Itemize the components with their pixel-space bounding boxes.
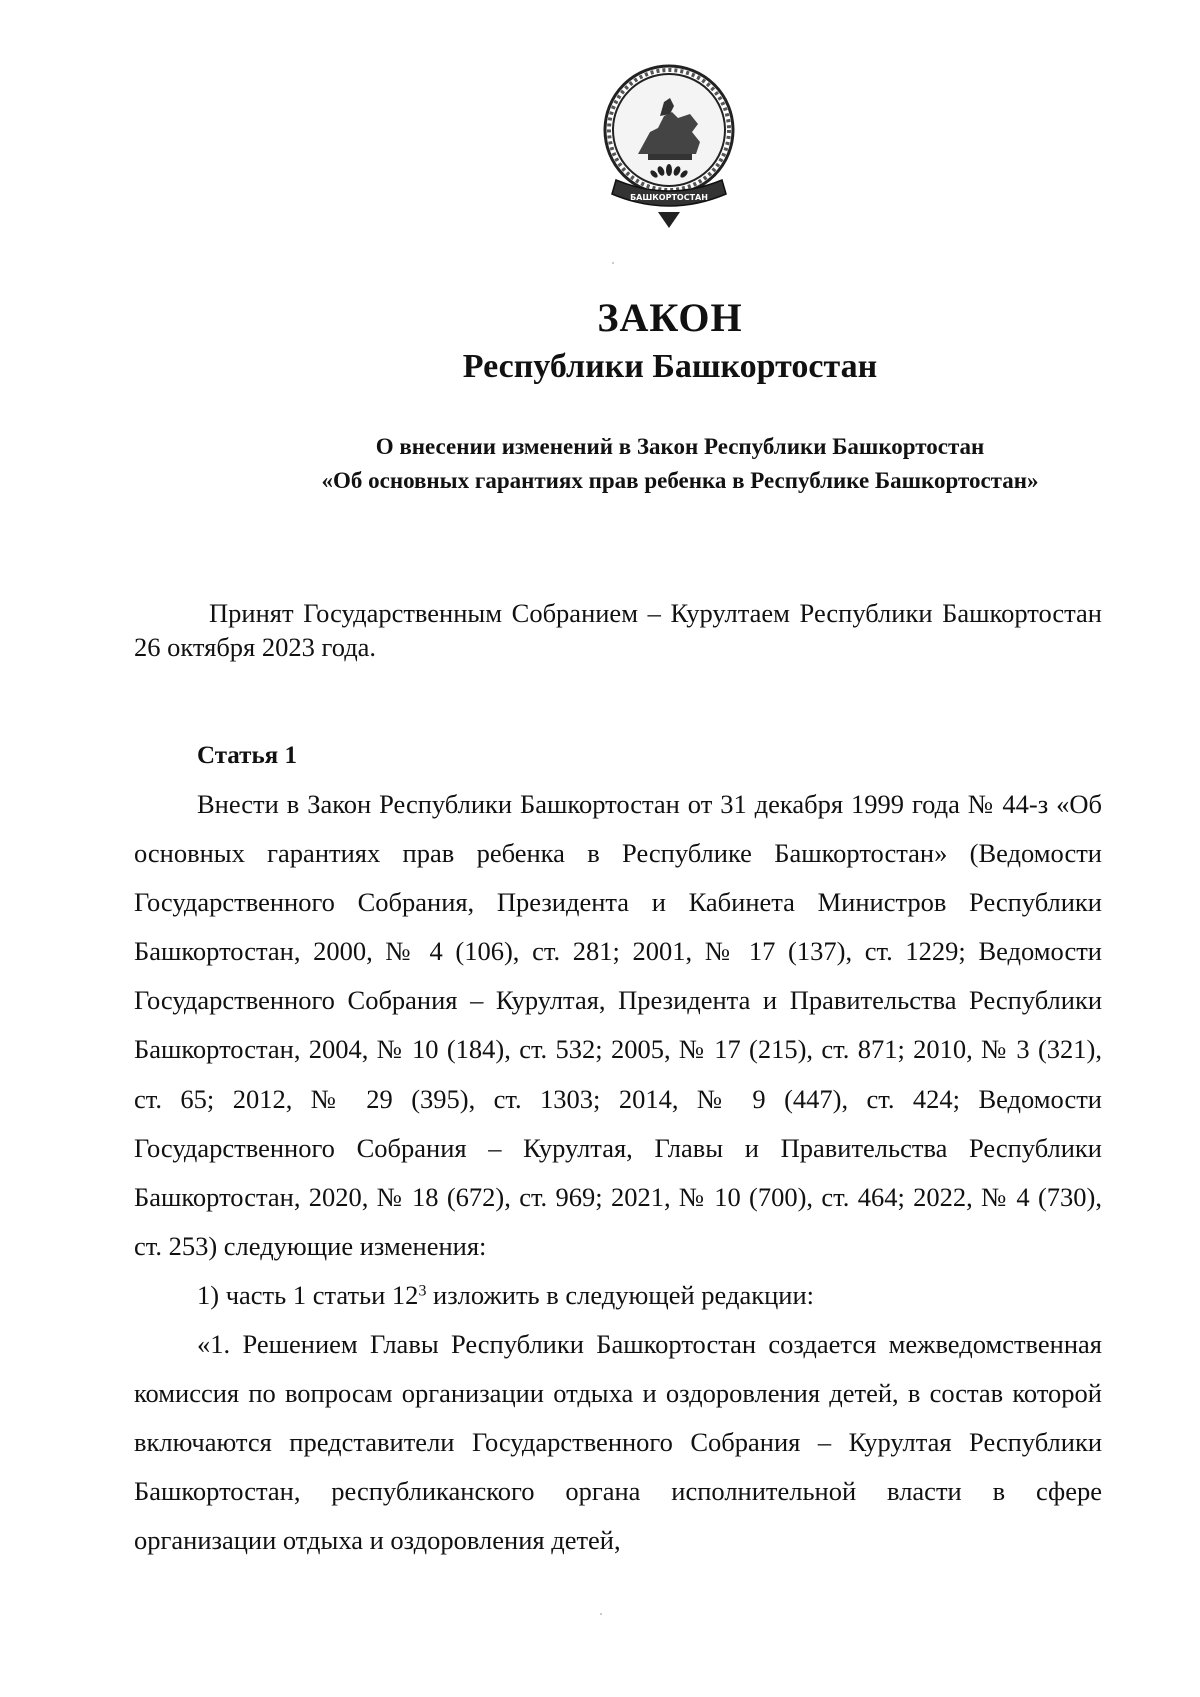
scan-speck: [600, 1613, 602, 1615]
amendment-item-1-suffix: изложить в следующей редакции:: [426, 1279, 814, 1310]
law-subject-line-1: О внесении изменений в Закон Республики Башкортостан: [375, 434, 985, 459]
amendment-item-1: [134, 1271, 1102, 1320]
scan-speck: [612, 262, 614, 264]
article-body: [134, 780, 1102, 1566]
adoption-note: Принят Государственным Собранием – Курултаем Республики Башкортостан 26 октября 2023 года.: [134, 598, 1102, 662]
document-title: ЗАКОН: [597, 295, 743, 340]
article-heading: Статья 1: [197, 742, 297, 769]
law-subject: [140, 430, 1200, 498]
amendment-item-1-prefix: 1) часть 1 статьи 12: [197, 1279, 419, 1310]
amendment-item-1-superscript: 3: [418, 1282, 427, 1300]
amendment-quote-paragraph: «1. Решением Главы Республики Башкортостан создается межведомственная комиссия по вопросам организации отдыха и оздоровления детей, в состав которой включаются представители Государственного Собрания – Курултая Республики Башкортостан, республиканского органа исполнительной власти в сфере организации отдыха и оздоровления детей,: [134, 1329, 1102, 1556]
article-intro-paragraph: Внести в Закон Республики Башкортостан от 31 декабря 1999 года № 44-з «Об основных гарантиях прав ребенка в Республике Башкортостан» (Ведомости Государственного Собрания, Президента и Кабинета Министров Республики Башкортостан, 2000, № 4 (106), ст. 281; 2001, № 17 (137), ст. 1229; Ведомости Государственного Собрания – Курултая, Президента и Правительства Республики Башкортостан, 2004, № 10 (184), ст. 532; 2005, № 17 (215), ст. 871; 2010, № 3 (321), ст. 65; 2012, № 29 (395), ст. 1303; 2014, № 9 (447), ст. 424; Ведомости Государственного Собрания – Курултая, Главы и Правительства Республики Башкортостан, 2020, № 18 (672), ст. 969; 2021, № 10 (700), ст. 464; 2022, № 4 (730), ст. 253) следующие изменения:: [134, 789, 1102, 1261]
law-subject-line-2: «Об основных гарантиях прав ребенка в Республике Башкортостан»: [321, 468, 1039, 493]
emblem-ribbon-text: БАШКОРТОСТАН: [630, 193, 708, 202]
coat-of-arms-bashkortostan-icon: [598, 62, 740, 232]
document-subtitle: Республики Башкортостан: [462, 348, 878, 385]
